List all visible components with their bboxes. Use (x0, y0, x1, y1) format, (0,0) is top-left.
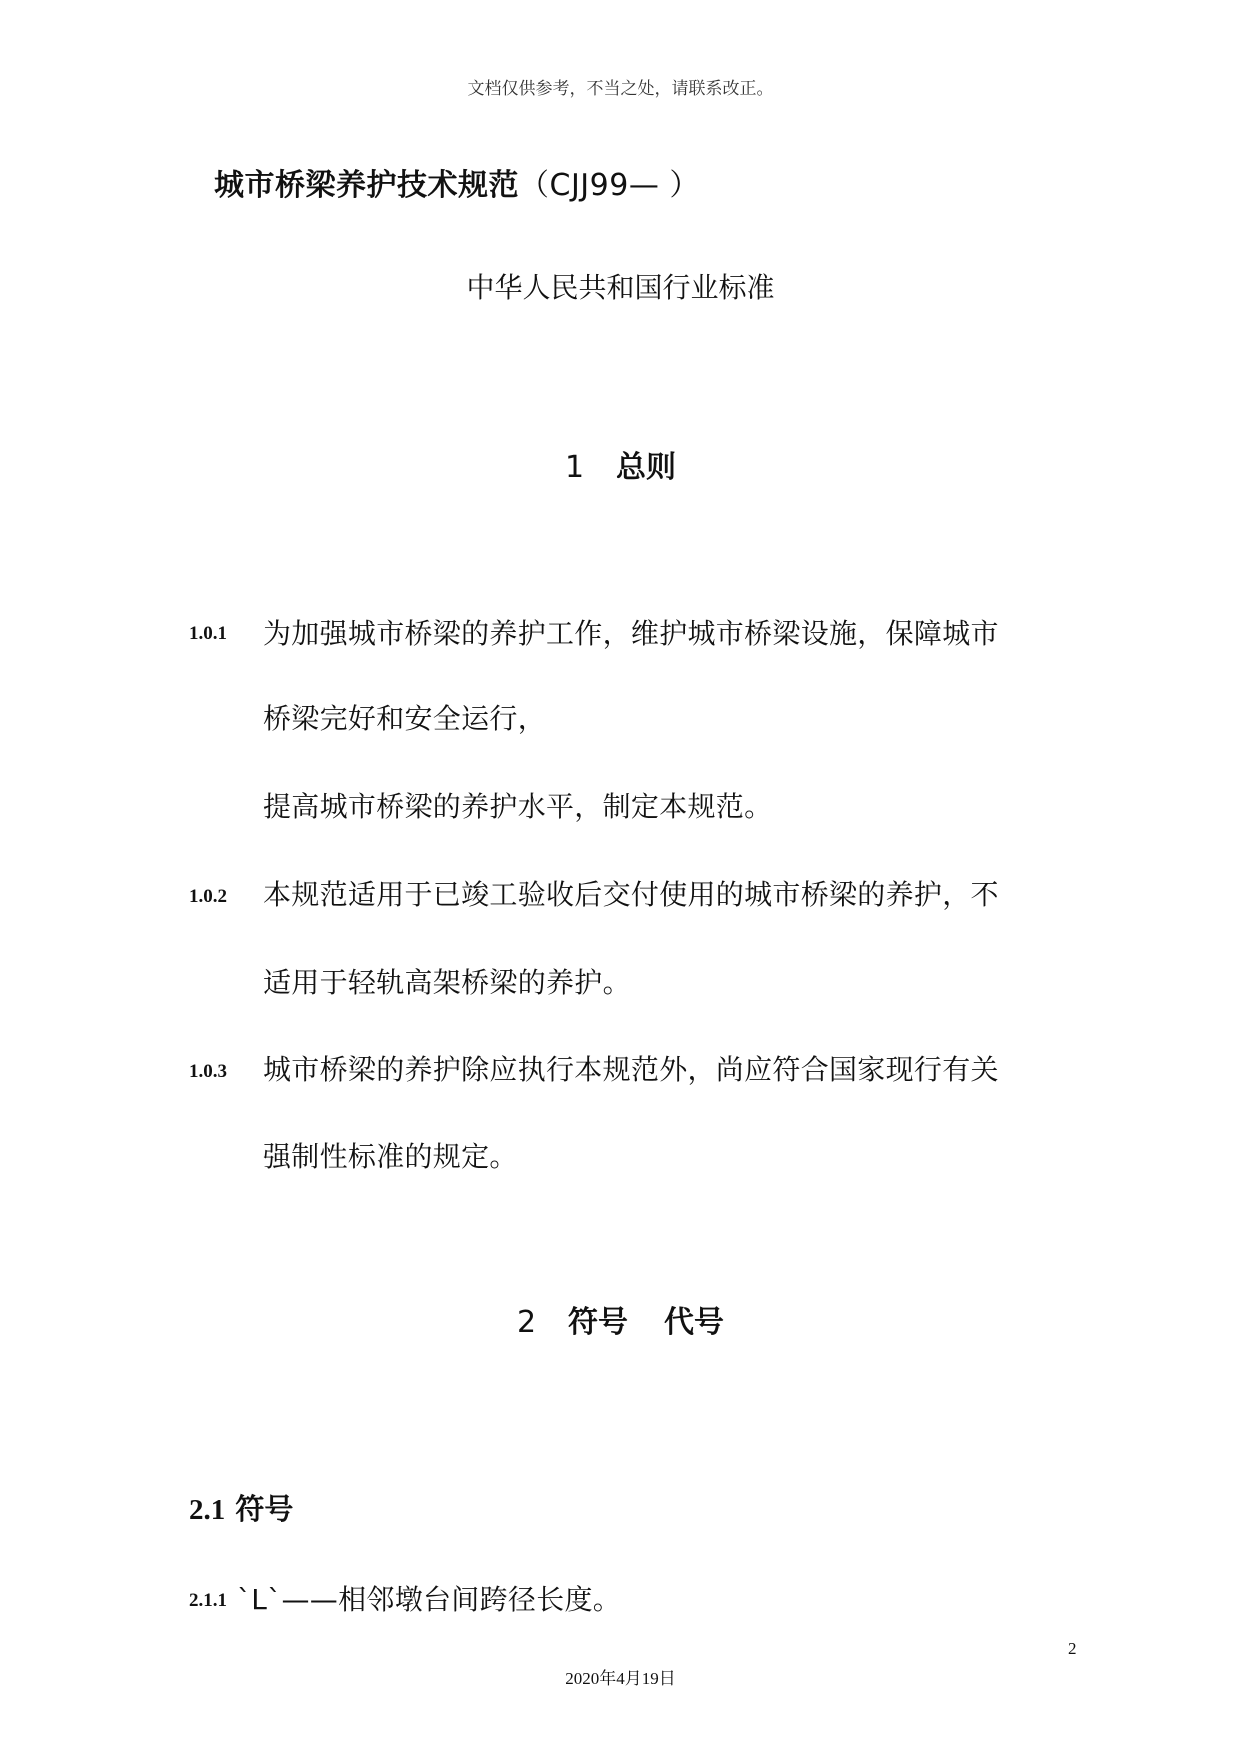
clause-number-1-0-2: 1.0.2 (189, 886, 227, 907)
document-code: （CJJ99— ） (519, 168, 700, 203)
document-subtitle: 中华人民共和国行业标准 (466, 271, 775, 304)
chapter-1-heading (0, 442, 1241, 486)
chapter-1-number: 1 (564, 450, 585, 485)
clause-1-0-3-line-1: 城市桥梁的养护除应执行本规范外，尚应符合国家现行有关 (263, 1053, 999, 1086)
watermark-header: 文档仅供参考，不当之处，请联系改正。 (467, 79, 774, 99)
section-2-1-title: 符号 (235, 1492, 294, 1526)
section-2-1-heading (189, 1487, 293, 1528)
section-2-1-number: 2.1 (189, 1494, 226, 1526)
footer-date: 2020年4月19日 (565, 1669, 676, 1688)
clause-number-1-0-3: 1.0.3 (189, 1061, 227, 1082)
chapter-2-number: 2 (516, 1305, 537, 1340)
clause-1-0-1-line-1: 为加强城市桥梁的养护工作，维护城市桥梁设施，保障城市 (263, 617, 999, 650)
clause-1-0-3-line-2: 强制性标准的规定。 (263, 1140, 518, 1173)
clause-1-0-2-line-1: 本规范适用于已竣工验收后交付使用的城市桥梁的养护，不 (263, 878, 999, 911)
chapter-2-title-2: 代号 (664, 1305, 725, 1340)
clause-1-0-1-line-3: 提高城市桥梁的养护水平，制定本规范。 (263, 790, 773, 823)
document-title-text: 城市桥梁养护技术规范 (214, 168, 519, 203)
page-number: 2 (1068, 1639, 1077, 1658)
clause-1-0-2-line-2: 适用于轻轨高架桥梁的养护。 (263, 966, 631, 999)
clause-1-0-1-line-2: 桥梁完好和安全运行， (263, 702, 547, 735)
clause-number-2-1-1: 2.1.1 (189, 1590, 227, 1611)
clause-number-1-0-1: 1.0.1 (189, 623, 227, 644)
chapter-2-heading (0, 1297, 1241, 1341)
chapter-1-title: 总则 (616, 450, 677, 485)
clause-2-1-1-line-1: `L`——相邻墩台间跨径长度。 (237, 1583, 622, 1616)
chapter-2-title: 符号 (568, 1305, 629, 1340)
document-title (214, 160, 700, 204)
